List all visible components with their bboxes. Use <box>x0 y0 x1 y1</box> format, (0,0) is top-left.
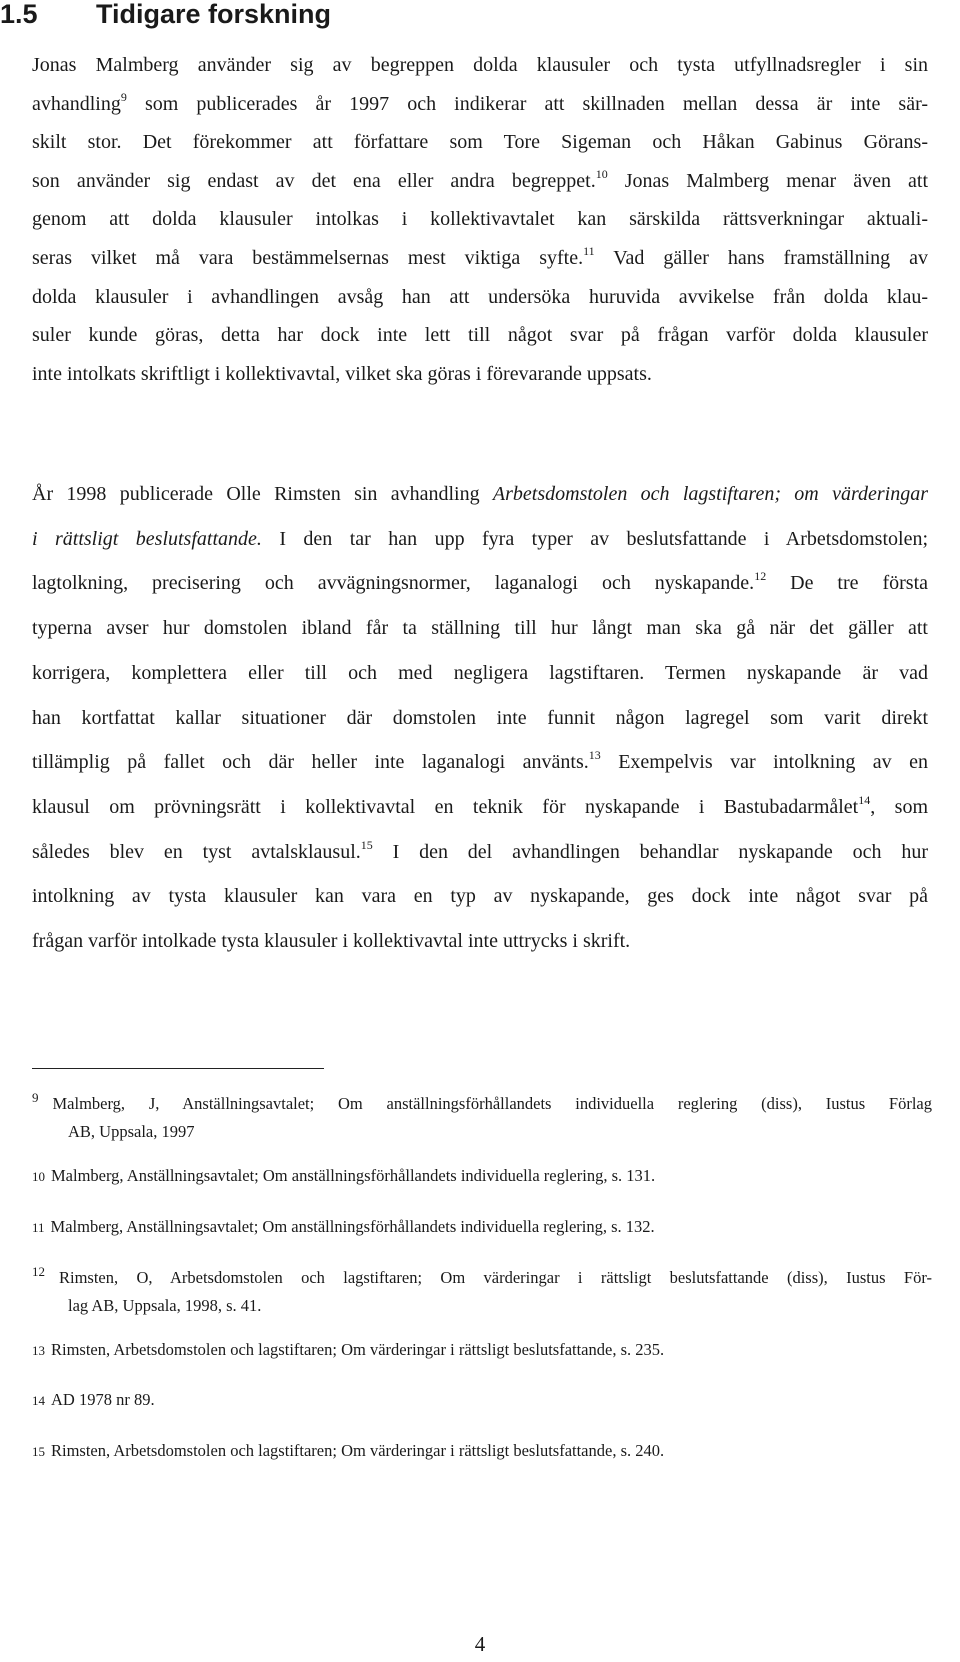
book-title-italic: i rättsligt beslutsfattande. <box>32 527 262 550</box>
footnote-14 <box>32 1386 932 1414</box>
text-line <box>32 162 928 201</box>
footnote-ref-14: 14 <box>858 792 871 807</box>
text-span: seras vilket må vara bestämmelsernas mest viktiga syfte. <box>32 246 584 269</box>
footnote-line: 11 Malmberg, Anställningsavtalet; Om anställningsförhållandets individuella reglering, s. 132. <box>32 1217 655 1236</box>
text-line <box>32 472 928 517</box>
footnote-separator <box>32 1068 324 1069</box>
footnote-11 <box>32 1213 932 1241</box>
footnote-text: Malmberg, Anställningsavtalet; Om anställningsförhållandets individuella reglering, s. 132. <box>50 1217 655 1236</box>
footnote-ref-15: 15 <box>360 837 373 852</box>
text-line: typerna avser hur domstolen ibland får ta ställning till hur långt man ska gå när det gäller att <box>32 617 928 640</box>
footnote-ref-9: 9 <box>120 89 127 104</box>
footnote-line: 9 Malmberg, J, Anställningsavtalet; Om anställningsförhållandets individuella reglering (diss), Iustus Förlag <box>32 1090 932 1113</box>
footnote-ref-10: 10 <box>595 166 608 181</box>
text-span: således blev en tyst avtalsklausul. <box>32 840 361 863</box>
text-span: Exempelvis var intolkning av en <box>600 751 928 774</box>
footnote-ref-13: 13 <box>588 748 601 763</box>
text-line <box>32 517 928 562</box>
paragraph-previous-research-rimsten <box>32 472 928 964</box>
text-span: I den del avhandlingen behandlar nyskapande och hur <box>372 840 928 863</box>
text-line <box>32 740 928 785</box>
footnote-text: Malmberg, Anställningsavtalet; Om anställningsförhållandets individuella reglering, s. 131. <box>51 1166 656 1185</box>
footnote-text: Rimsten, Arbetsdomstolen och lagstiftaren; Om värderingar i rättsligt beslutsfattande, s. 235. <box>51 1340 665 1359</box>
text-line: skilt stor. Det förekommer att författare som Tore Sigeman och Håkan Gabinus Görans- <box>32 131 928 154</box>
text-line: genom att dolda klausuler intolkas i kollektivavtalet kan särskilda rättsverkningar aktuali- <box>32 208 928 231</box>
text-line <box>32 85 928 124</box>
text-span: År 1998 publicerade Olle Rimsten sin avhandling <box>32 483 493 505</box>
text-line: inte intolkats skriftligt i kollektivavtal, vilket ska göras i förevarande uppsats. <box>32 362 652 385</box>
section-heading <box>0 0 331 32</box>
footnote-ref-12: 12 <box>754 569 767 584</box>
text-span: Jonas Malmberg menar även att <box>607 169 928 192</box>
footnote-line: 12 Rimsten, O, Arbetsdomstolen och lagstiftaren; Om värderingar i rättsligt beslutsfattande (diss), Iustus För- <box>32 1264 932 1287</box>
text-span: De tre första <box>766 572 928 595</box>
text-line: dolda klausuler i avhandlingen avsåg han att undersöka huruvida avvikelse från dolda klau- <box>32 285 928 308</box>
text-line <box>32 239 928 278</box>
text-span: , som <box>870 795 929 818</box>
footnote-text: Rimsten, O, Arbetsdomstolen och lagstiftaren; Om värderingar i rättsligt beslutsfattande (diss), Iustus För- <box>59 1268 932 1287</box>
footnote-12 <box>32 1264 932 1320</box>
text-line: suler kunde göras, detta har dock inte lett till något svar på frågan varför dolda klausuler <box>32 324 928 347</box>
page-number: 4 <box>474 1632 486 1656</box>
text-span: tillämplig på fallet och där heller inte laganalogi använts. <box>32 751 589 774</box>
footnote-line: AB, Uppsala, 1997 <box>68 1122 195 1141</box>
footnote-text: AD 1978 nr 89. <box>51 1390 155 1409</box>
paragraph-previous-research-malmberg <box>32 46 928 393</box>
footnote-line: lag AB, Uppsala, 1998, s. 41. <box>68 1296 262 1315</box>
section-number: 1.5 <box>0 0 38 29</box>
text-line: korrigera, komplettera eller till och med negligera lagstiftaren. Termen nyskapande är vad <box>32 661 928 684</box>
footnote-line: 13 Rimsten, Arbetsdomstolen och lagstiftaren; Om värderingar i rättsligt beslutsfattande, s. 235. <box>32 1340 665 1359</box>
footnote-line: 15 Rimsten, Arbetsdomstolen och lagstiftaren; Om värderingar i rättsligt beslutsfattande, s. 240. <box>32 1441 665 1460</box>
footnote-15 <box>32 1437 932 1465</box>
text-line: frågan varför intolkade tysta klausuler i kollektivavtal inte uttrycks i skrift. <box>32 930 631 953</box>
text-span: avhandling <box>32 92 121 115</box>
text-line: intolkning av tysta klausuler kan vara en typ av nyskapande, ges dock inte något svar på <box>32 885 928 908</box>
text-span: lagtolkning, precisering och avvägningsnormer, laganalogi och nyskapande. <box>32 572 755 595</box>
text-line <box>32 561 928 606</box>
text-line <box>32 830 928 875</box>
text-span: son använder sig endast av det ena eller andra begreppet. <box>32 169 596 192</box>
text-span: I den tar han upp fyra typer av beslutsfattande i Arbetsdomstolen; <box>261 527 928 550</box>
footnote-ref-11: 11 <box>583 243 595 258</box>
footnote-text: Rimsten, Arbetsdomstolen och lagstiftaren; Om värderingar i rättsligt beslutsfattande, s. 240. <box>51 1441 665 1460</box>
text-span: Vad gäller hans framställning av <box>594 246 928 269</box>
footnote-10 <box>32 1162 932 1190</box>
footnote-13 <box>32 1336 932 1364</box>
section-title: Tidigare forskning <box>96 0 332 29</box>
footnote-line: 14 AD 1978 nr 89. <box>32 1390 155 1409</box>
text-line <box>32 785 928 830</box>
text-line: han kortfattat kallar situationer där domstolen inte funnit någon lagregel som varit direkt <box>32 706 928 729</box>
book-title-italic: Arbetsdomstolen och lagstiftaren; om värderingar <box>492 483 928 505</box>
text-span: som publicerades år 1997 och indikerar att skillnaden mellan dessa är inte sär- <box>126 92 928 115</box>
footnote-line: 10 Malmberg, Anställningsavtalet; Om anställningsförhållandets individuella reglering, s. 131. <box>32 1166 656 1185</box>
footnote-9 <box>32 1090 932 1146</box>
text-span: klausul om prövningsrätt i kollektivavtal en teknik för nyskapande i Bastubadarmålet <box>32 795 859 818</box>
footnote-text: Malmberg, J, Anställningsavtalet; Om anställningsförhållandets individuella reglering (diss), Iustus Förlag <box>52 1094 932 1113</box>
text-line: Jonas Malmberg använder sig av begreppen dolda klausuler och tysta utfyllnadsregler i sin <box>32 54 928 76</box>
